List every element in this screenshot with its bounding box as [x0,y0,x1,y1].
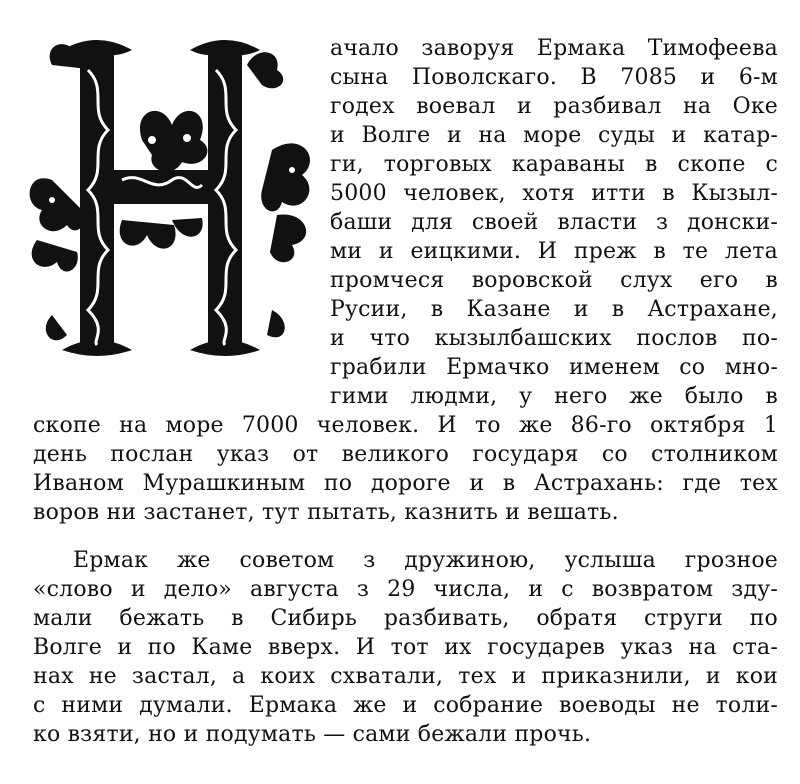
text-line: «слово и дело» августа з 29 числа, и с возвратом зду- [33,577,778,602]
text-line: мали бежать в Сибирь разбивать, обратя струги по [33,606,778,631]
text-line: грабили Ермачко именем со мно- [330,355,778,380]
text-line: годех воевал и разбивал на Оке [330,94,778,119]
text-line: скопе на море 7000 человек. И то же 86-го октября 1 [33,413,778,438]
text-line: ачало заворуя Ермака Тимофеева [330,36,778,61]
ornament-foliage-icon [22,30,322,360]
text-line: сына Поволскаго. В 7085 и 6-м [330,65,778,90]
text-line: баши для своей власти з донски- [330,210,778,235]
text-line: и что кызылбашских послов по- [330,326,778,351]
text-line: Ермак же советом з дружиною, услыша грозное [73,548,778,573]
text-line: гими людми, у него же было в [330,384,778,409]
drop-cap-initial [22,30,322,360]
text-line: воров ни застанет, тут пытать, казнить и вешать. [33,500,619,525]
text-line: промчеся воровской слух его в [330,268,778,293]
text-line: Русии, в Казане и в Астрахане, [330,297,778,322]
text-line: с ними думали. Ермака же и собрание воеводы не толи- [33,693,778,718]
text-line: ми и еицкими. И преж в те лета [330,239,778,264]
text-line: 5000 человек, хотя итти в Кызыл- [330,181,778,206]
text-line: ко взяти, но и подумать — сами бежали прочь. [33,722,592,747]
text-line: день послан указ от великого государя со столником [33,442,778,467]
text-line: и Волге и на море суды и катар- [330,123,778,148]
text-line: ги, торговых караваны в скопе с [330,152,778,177]
text-line: нах не застал, а коих схватали, тех и приказнили, и кои [33,664,778,689]
text-line: Волге и по Каме вверх. И тот их государев указ на ста- [33,635,778,660]
text-line: Иваном Мурашкиным по дороге и в Астрахань: где тех [33,471,778,496]
